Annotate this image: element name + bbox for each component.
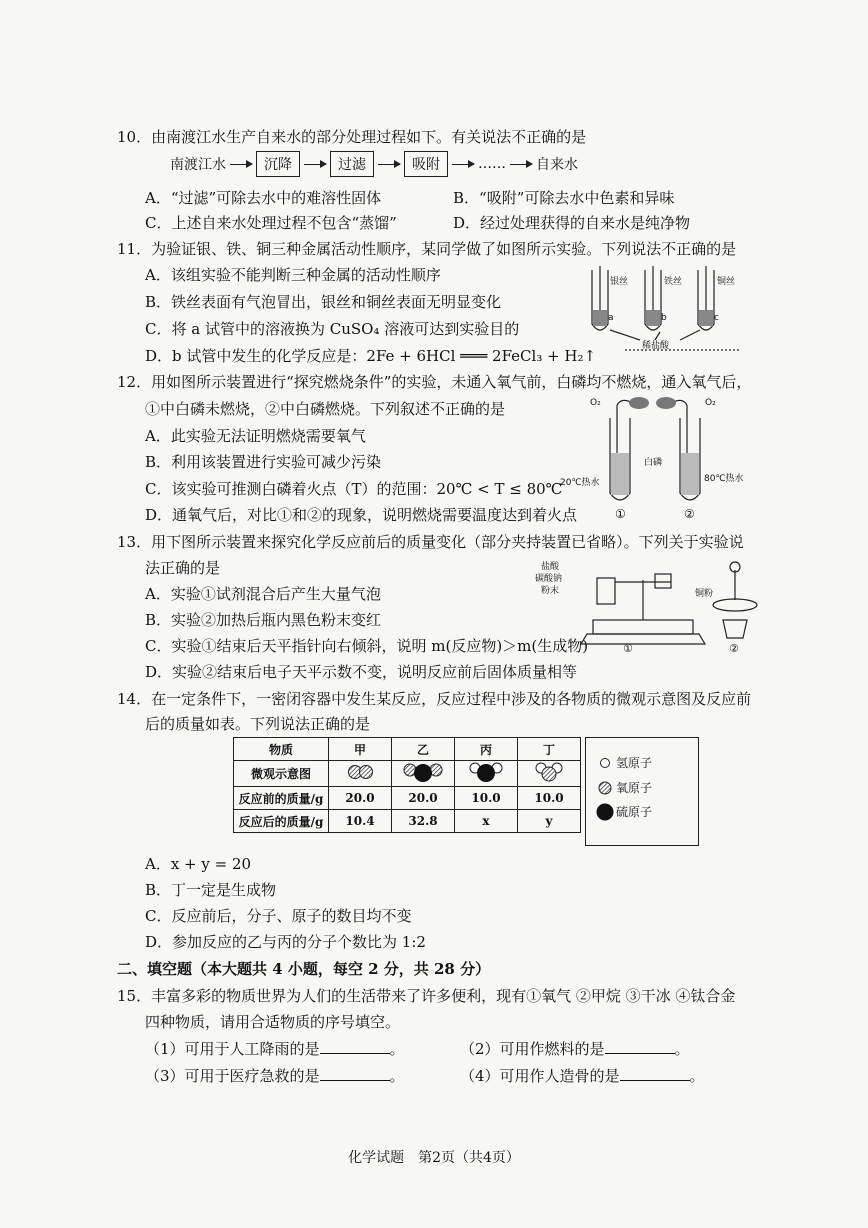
table-row: [234, 787, 581, 810]
q13-option-d: D．实验②结束后电子天平示数不变，说明反应前后固体质量相等: [145, 663, 578, 681]
flow-step: 沉降: [256, 151, 300, 177]
table-cell: 20.0: [392, 787, 455, 810]
label-copper: 铜丝: [717, 277, 736, 287]
table-cell: 反应前的质量/g: [234, 787, 329, 810]
q10-flowchart: [168, 151, 580, 177]
q15-part-4: [460, 1066, 705, 1086]
label-o2-right: O₂: [705, 398, 716, 408]
q12-option-d: D．通氧气后，对比①和②的现象，说明燃烧需要温度达到着火点: [145, 506, 578, 524]
table-cell: 10.4: [329, 810, 392, 833]
arrow-icon: [378, 164, 400, 165]
q12-stem-1: 12．用如图所示装置进行“探究燃烧条件”的实验，未通入氧气前，白磷均不燃烧，通入氧气后，: [117, 373, 752, 391]
q11-option-b: B．铁丝表面有气泡冒出，银丝和铜丝表面无明显变化: [145, 293, 502, 311]
label-hot-water-20: 20℃热水: [560, 478, 600, 488]
oxygen-atom-icon: [597, 780, 613, 796]
molecule-jia: [329, 761, 392, 787]
label-exp-2: ②: [729, 642, 739, 655]
q12-option-b: B．利用该装置进行实验可减少污染: [145, 453, 382, 471]
q14-stem-1: 14．在一定条件下，一密闭容器中发生某反应，反应过程中涉及的各物质的微观示意图及反应前: [117, 690, 752, 708]
q13-option-b: B．实验②加热后瓶内黑色粉末变红: [145, 611, 382, 629]
q14-stem-2: 后的质量如表。下列说法正确的是: [145, 715, 371, 733]
answer-blank[interactable]: [320, 1066, 390, 1081]
label-hydrochloric-acid: 盐酸: [541, 562, 560, 572]
arrow-icon: [452, 164, 474, 165]
q14-option-d: D．参加反应的乙与丙的分子个数比为 1:2: [145, 933, 426, 951]
q15-part-2: [460, 1039, 690, 1059]
label-hot-water-80: 80℃热水: [704, 474, 744, 484]
answer-blank[interactable]: [620, 1066, 690, 1081]
q10-option-b: B．“吸附”可除去水中色素和异味: [453, 189, 675, 207]
q12-option-c: C．该实验可推测白磷着火点（T）的范围：20℃ < T ≤ 80℃: [145, 480, 563, 498]
legend-hydrogen: 氢原子: [616, 756, 653, 770]
q15-stem-1: 15．丰富多彩的物质世界为人们的生活带来了许多便利，现有①氧气 ②甲烷 ③干冰 ④钛合金: [117, 987, 736, 1005]
label-sodium-carbonate: 碳酸钠: [535, 574, 563, 584]
molecule-bing: [455, 761, 518, 787]
table-cell: 甲: [329, 738, 392, 761]
q14-mass-table: [233, 737, 581, 833]
label-b: b: [661, 313, 667, 323]
label-tube-2: ②: [684, 507, 695, 521]
q13-option-a: A．实验①试剂混合后产生大量气泡: [145, 585, 381, 603]
table-cell: 丁: [518, 738, 581, 761]
period: 。: [674, 1040, 690, 1058]
arrow-icon: [304, 164, 326, 165]
q13-stem-2: 法正确的是: [145, 559, 221, 577]
label-tube-1: ①: [615, 507, 626, 521]
q14-option-a: A．x + y = 20: [145, 855, 252, 873]
molecule-ding: [518, 761, 581, 787]
q13-balance-figure: [535, 560, 770, 655]
table-row: [234, 810, 581, 833]
q15-part-1: [145, 1039, 405, 1059]
q10-option-a: A．“过滤”可除去水中的难溶性固体: [145, 189, 382, 207]
table-cell: 反应后的质量/g: [234, 810, 329, 833]
q12-stem-2: ①中白磷未燃烧，②中白磷燃烧。下列叙述不正确的是: [145, 400, 506, 418]
q10-option-c: C．上述自来水处理过程不包含“蒸馏”: [145, 214, 397, 232]
table-cell: y: [518, 810, 581, 833]
period: 。: [689, 1067, 705, 1085]
label-powder: 粉末: [541, 586, 560, 596]
label-o2-left: O₂: [590, 398, 601, 408]
table-cell: 乙: [392, 738, 455, 761]
q15-stem-2: 四种物质，请用合适物质的序号填空。: [145, 1013, 401, 1031]
label-copper-powder: 铜粉: [695, 589, 714, 599]
q10-stem: 10．由南渡江水生产自来水的部分处理过程如下。有关说法不正确的是: [117, 128, 587, 146]
legend-sulfur: 硫原子: [616, 805, 653, 819]
table-row: [234, 738, 581, 761]
q15-part-2-text: （2）可用作燃料的是: [460, 1040, 605, 1058]
flow-product: 自来水: [536, 157, 578, 173]
answer-blank[interactable]: [605, 1039, 675, 1054]
label-iron: 铁丝: [664, 277, 683, 287]
arrow-icon: [510, 164, 532, 165]
label-exp-1: ①: [623, 642, 633, 655]
arrow-icon: [230, 164, 252, 165]
answer-blank[interactable]: [320, 1039, 390, 1054]
table-cell: 10.0: [518, 787, 581, 810]
section-heading: 二、填空题（本大题共 4 小题，每空 2 分，共 28 分）: [117, 960, 491, 978]
flow-step: 过滤: [330, 151, 374, 177]
q11-option-a: A．该组实验不能判断三种金属的活动性顺序: [145, 266, 441, 284]
q15-part-3: [145, 1066, 405, 1086]
label-a: a: [608, 313, 614, 323]
q11-test-tubes-figure: [580, 262, 745, 357]
q13-option-c: C．实验①结束后天平指针向右倾斜，说明 m(反应物)＞m(生成物): [145, 637, 589, 655]
label-c: c: [714, 313, 719, 323]
q14-atom-legend: [585, 737, 699, 846]
flow-step: 吸附: [404, 151, 448, 177]
legend-oxygen: 氧原子: [616, 781, 653, 795]
table-cell: x: [455, 810, 518, 833]
q15-part-1-text: （1）可用于人工降雨的是: [145, 1040, 320, 1058]
q12-option-a: A．此实验无法证明燃烧需要氧气: [145, 427, 366, 445]
label-white-phosphorus: 白磷: [644, 458, 663, 468]
q12-combustion-figure: [560, 393, 760, 523]
table-row: [234, 761, 581, 787]
q10-option-d: D．经过处理获得的自来水是纯净物: [453, 214, 691, 232]
hydrogen-atom-icon: [598, 756, 612, 770]
q15-part-3-text: （3）可用于医疗急救的是: [145, 1067, 320, 1085]
label-acid: 稀盐酸: [642, 341, 670, 351]
flow-ellipsis: ……: [478, 156, 506, 172]
q14-option-b: B．丁一定是生成物: [145, 881, 277, 899]
period: 。: [389, 1040, 405, 1058]
table-cell: 丙: [455, 738, 518, 761]
flow-source: 南渡江水: [170, 157, 226, 173]
q14-option-c: C．反应前后，分子、原子的数目均不变: [145, 907, 412, 925]
sulfur-atom-icon: [595, 802, 615, 822]
page-footer: 化学试题 第2页（共4页）: [348, 1150, 520, 1166]
q13-stem-1: 13．用下图所示装置来探究化学反应前后的质量变化（部分夹持装置已省略）。下列关于实验说: [117, 533, 744, 551]
q11-stem: 11．为验证银、铁、铜三种金属活动性顺序，某同学做了如图所示实验。下列说法不正确的是: [117, 240, 737, 258]
table-cell: 20.0: [329, 787, 392, 810]
table-cell: 物质: [234, 738, 329, 761]
period: 。: [389, 1067, 405, 1085]
table-cell: 32.8: [392, 810, 455, 833]
table-cell: 10.0: [455, 787, 518, 810]
label-silver: 银丝: [610, 277, 629, 287]
table-cell: 微观示意图: [234, 761, 329, 787]
q15-part-4-text: （4）可用作人造骨的是: [460, 1067, 620, 1085]
q11-option-d: D．b 试管中发生的化学反应是：2Fe + 6HCl ═══ 2FeCl₃ + H₂↑: [145, 347, 597, 365]
molecule-yi: [392, 761, 455, 787]
q11-option-c: C．将 a 试管中的溶液换为 CuSO₄ 溶液可达到实验目的: [145, 320, 520, 338]
